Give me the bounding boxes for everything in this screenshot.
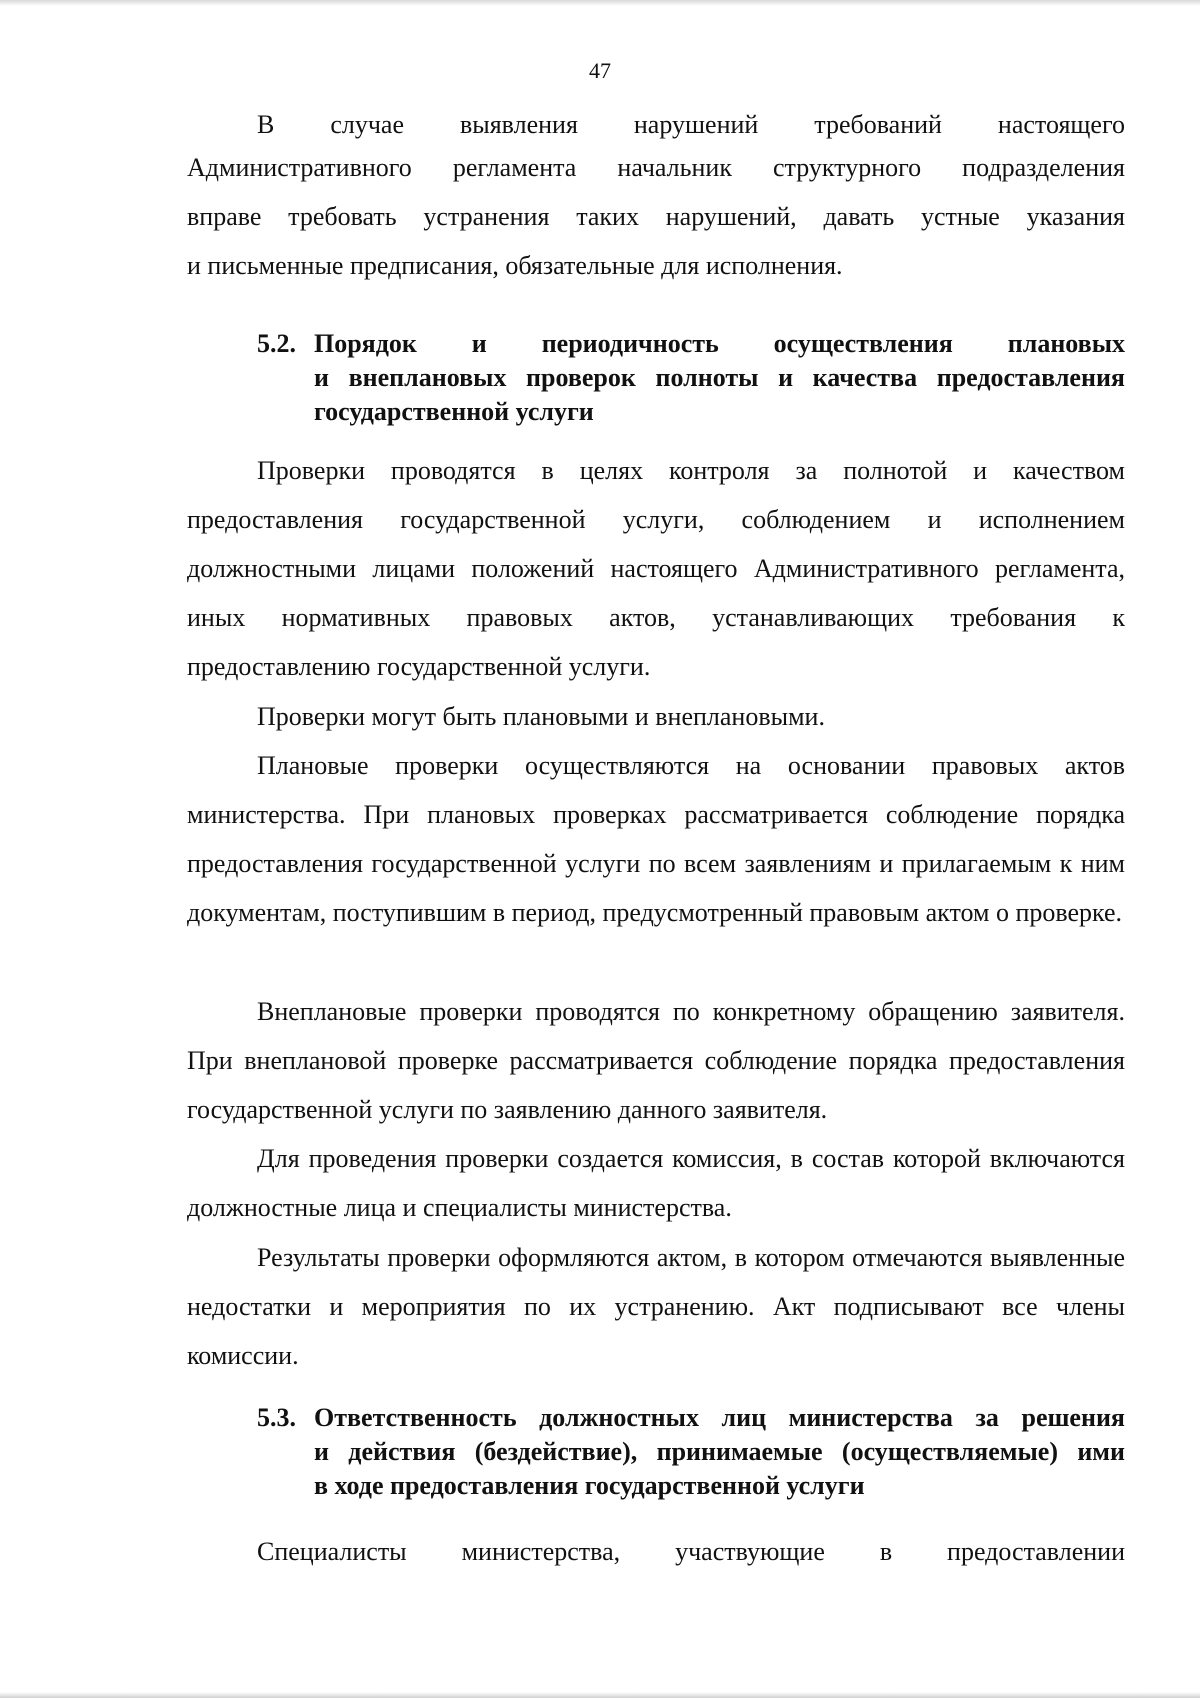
section-number: 5.3. [257,1403,296,1432]
paragraph-violations-cont [187,143,1125,290]
section-heading-5-2 [257,327,1125,437]
section-number: 5.2. [257,329,296,358]
heading-line: Ответственность должностных лиц министерства за решения [314,1403,1125,1432]
paragraph-violations [187,100,1125,149]
scan-bottom-edge [0,1692,1200,1698]
heading-line: государственной услуги [314,397,594,426]
paragraph-commission: Для проведения проверки создается комиссия, в состав которой включаются должностные лица и специалисты министерства. [187,1144,1125,1222]
heading-line: в ходе предоставления государственной услуги [314,1471,865,1500]
heading-line: и внеплановых проверок полноты и качества предоставления [314,363,1125,392]
section-heading-5-3 [257,1401,1125,1511]
heading-line: и действия (бездействие), принимаемые (осуществляемые) ими [314,1437,1125,1466]
scan-top-edge [0,0,1200,6]
paragraph-line: Специалисты министерства, участвующие в предоставлении [257,1537,1125,1566]
page-number: 47 [589,58,611,83]
paragraph-unplanned-inspections: Внеплановые проверки проводятся по конкретному обращению заявителя. При внеплановой проверке рассматривается соблюдение порядка предоставления государственной услуги по заявлению данного заявителя. [187,997,1125,1124]
paragraph-inspection-types: Проверки могут быть плановыми и внеплановыми. [257,702,825,731]
paragraph-planned-inspections: Плановые проверки осуществляются на основании правовых актов министерства. При плановых проверках рассматривается соблюдение порядка предоставления государственной услуги по всем заявлениям и прилагаемым к ним документам, поступившим в период, предусмотренный правовым актом о проверке. [187,751,1125,927]
paragraph-line: вправе требовать устранения таких нарушений, давать устные указания [187,202,1125,231]
paragraph-line: Административного регламента начальник структурного подразделения [187,153,1125,182]
paragraph-line: В случае выявления нарушений требований настоящего [257,110,1125,139]
paragraph-results: Результаты проверки оформляются актом, в котором отмечаются выявленные недостатки и мероприятия по их устранению. Акт подписывают все члены комиссии. [187,1243,1125,1370]
paragraph-line: и письменные предписания, обязательные для исполнения. [187,251,843,280]
paragraph-inspections-purpose: Проверки проводятся в целях контроля за полнотой и качеством предоставления государственной услуги, соблюдением и исполнением должностными лицами положений настоящего Административного регламента, иных нормативных правовых актов, устанавливающих требования к предоставлению государственной услуги. [187,456,1125,681]
paragraph-specialists [187,1527,1125,1576]
heading-line: Порядок и периодичность осуществления плановых [314,329,1125,358]
